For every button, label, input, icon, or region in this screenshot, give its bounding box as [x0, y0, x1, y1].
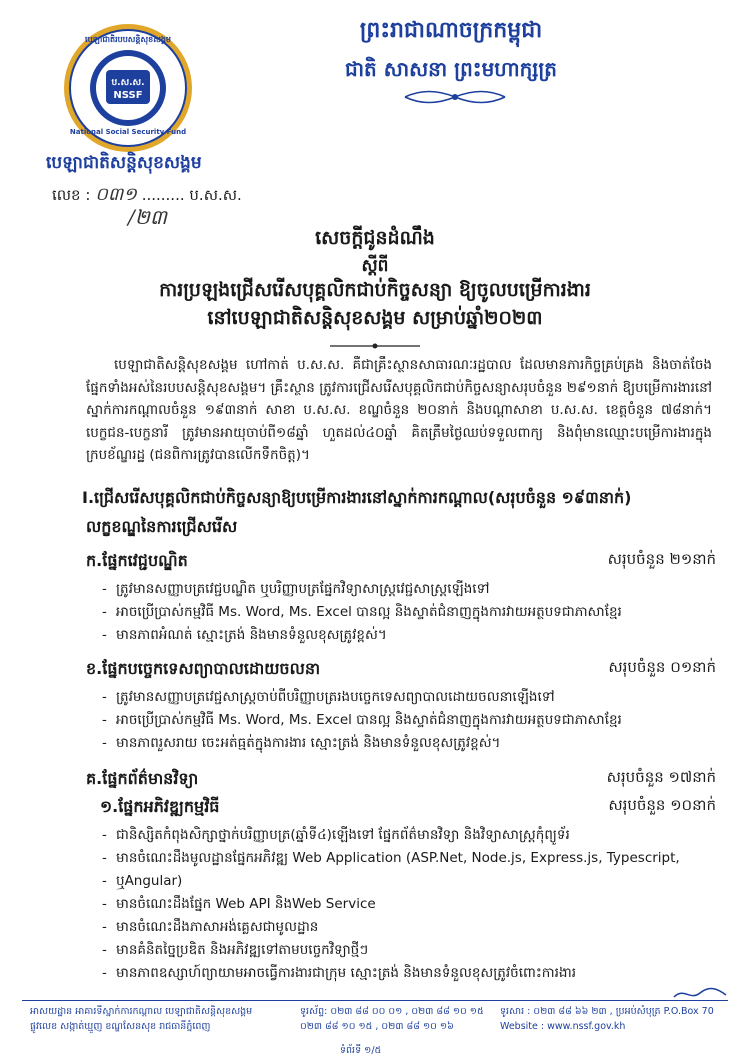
subcategory-software-dev [100, 796, 716, 820]
category-count: សរុបចំនួន ០១នាក់ [608, 658, 716, 676]
category-doctor-requirements [100, 578, 720, 647]
reference-suffix: ប.ស.ស. [189, 186, 242, 204]
category-physiotherapy [86, 658, 716, 682]
category-name: ខ.ផ្នែកបច្ចេកទេសព្យាបាលដោយចលនា [86, 659, 321, 678]
list-item: - អាចប្រើប្រាស់កម្មវិធី Ms. Word, Ms. Excel បានល្អ និងស្ទាត់ជំនាញក្នុងការវាយអត្ថបទជាភាសាខ្មែរ [100, 601, 720, 624]
list-item: - ឬAngular) [100, 870, 720, 893]
category-count: សរុបចំនួន ១៧នាក់ [606, 768, 716, 786]
logo-abbr-en: NSSF [113, 90, 143, 101]
list-item: - មានចំណេះដឹងផ្នែក Web API និងWeb Service [100, 893, 720, 916]
subcategory-software-dev-requirements [100, 824, 720, 985]
footer-website: Website : www.nssf.gov.kh [500, 1021, 626, 1032]
reference-number: លេខ : ០៣១ ......... ប.ស.ស. [52, 184, 242, 205]
flourish-ornament [400, 86, 510, 108]
footer-divider [22, 1000, 728, 1001]
category-count: សរុបចំនួន ២១នាក់ [607, 550, 716, 568]
footer-phones [300, 1004, 500, 1034]
list-item: - មានគំនិតច្នៃប្រឌិត និងអភិវឌ្ឍទៅតាមបច្ចេកវិទ្យាថ្មីៗ [100, 939, 720, 962]
reference-handwritten-number: ០៣១ [95, 184, 137, 205]
logo-abbr-kh: ប.ស.ស. [111, 78, 145, 88]
category-name: ក.ផ្នែកវេជ្ជបណ្ឌិត [86, 551, 188, 570]
doc-subject-line2: នៅបេឡាជាតិសន្តិសុខសង្គម សម្រាប់ឆ្នាំ២០២៣ [207, 307, 543, 329]
subcategory-count: សរុបចំនួន ១០នាក់ [608, 796, 716, 814]
list-item: - ត្រូវមានសញ្ញាបត្រវេជ្ជបណ្ឌិត ឬបរិញ្ញាបត្រផ្នែកវិទ្យាសាស្ត្រវេជ្ជសាស្ត្រឡើងទៅ [100, 578, 720, 601]
reference-label: លេខ : [52, 186, 91, 204]
title-separator [0, 340, 750, 352]
footer-phone-line1: ទូរស័ព្ទ: ០២៣ ៨៨ ០០ ០១ , ០២៣ ៨៨ ១០ ១៥ [300, 1006, 484, 1017]
category-physiotherapy-requirements [100, 686, 720, 755]
kingdom-header: ព្រះរាជាណាចក្រកម្ពុជា [359, 18, 543, 43]
logo-top-text: បេឡាជាតិរបបសន្តិសុខសង្គម [85, 35, 171, 44]
footer-contact [500, 1004, 728, 1034]
list-item: - មានភាពអំណត់ ស្មោះត្រង់ និងមានទំនួលខុសត្រូវខ្ពស់។ [100, 624, 720, 647]
list-item: - មានភាពឧស្សាហ៍ព្យាយាមអាចធ្វើការងារជាក្រុម ស្មោះត្រង់ និងមានទំនួលខុសត្រូវចំពោះការងារ [100, 962, 720, 985]
nssf-logo [62, 22, 194, 154]
subcategory-name: ១.ផ្នែកអភិវឌ្ឍកម្មវិធី [100, 797, 220, 816]
doc-subject-line1: ការប្រឡងជ្រើសរើសបុគ្គលិកជាប់កិច្ចសន្យា ឱ្យចូលបម្រើការងារ [159, 279, 591, 301]
category-name: គ.ផ្នែកព័ត៌មានវិទ្យា [86, 769, 199, 788]
national-motto: ជាតិ សាសនា ព្រះមហាក្សត្រ [345, 57, 557, 81]
doc-title: សេចក្តីជូនដំណឹង [315, 227, 435, 249]
org-name: បេឡាជាតិសន្តិសុខសង្គម [46, 153, 202, 173]
footer-fax: ទូរសារ : ០២៣ ៨៨ ៦៦ ២៣ , ប្រអប់សំបុត្រ P.O.Box 70 [500, 1006, 714, 1017]
intro-paragraph [86, 354, 712, 467]
list-item: - មានចំណេះដឹងមូលដ្ឋានផ្នែកអភិវឌ្ឍ Web Application (ASP.Net, Node.js, Express.js, Typescript, [100, 847, 720, 870]
list-item: - មានចំណេះដឹងភាសាអង់គ្លេសជាមូលដ្ឋាន [100, 916, 720, 939]
reference-year: /២៣ [128, 205, 167, 229]
footer-phone-line2: ០២៣ ៨៨ ១០ ១៥ , ០២៣ ៨៨ ១០ ១៦ [300, 1021, 454, 1032]
footer-address-line2: ផ្លូវលេខ សង្កាត់ឃ្មួញ ខណ្ឌសែនសុខ រាជធានីភ្នំពេញ [30, 1021, 211, 1032]
intro-text: បេឡាជាតិសន្តិសុខសង្គម ហៅកាត់ ប.ស.ស. គឺជាគ្រឹះស្ថានសាធារណៈរដ្ឋបាល ដែលមានភារកិច្ចគ្រប់គ្រង និងចាត់ចែងផ្នែកទាំងអស់នៃរបបសន្តិសុខសង្គម។ គ្រឹះស្ថាន ត្រូវការជ្រើសរើសបុគ្គលិកជាប់កិច្ចសន្យាសរុបចំនួន ២៩១នាក់ ឱ្យបម្រើការងារនៅស្នាក់ការកណ្តាលចំនួន ១៩៣នាក់ សាខា ប.ស.ស. ខណ្ឌចំនួន ២០នាក់ និងបណ្តាសាខា ប.ស.ស. ខេត្តចំនួន ៧៨នាក់។ បេក្ខជន-បេក្ខនារី ត្រូវមានអាយុចាប់ពី១៨ឆ្នាំ ហួតដល់៤០ឆ្នាំ គិតត្រឹមថ្ងៃឈប់ទទួលពាក្យ និងពុំមានឈ្មោះបម្រើការងារក្នុងក្របខ័ណ្ឌរដ្ឋ (ជនពិការត្រូវបានលើកទឹកចិត្ត)។ [86, 357, 712, 463]
page-number: ទំព័រទី ១/៥ [340, 1045, 382, 1056]
doc-title-about: ស្តីពី [361, 256, 389, 276]
list-item: - ជានិស្សិតកំពុងសិក្សាថ្នាក់បរិញ្ញាបត្រ(ឆ្នាំទី៤)ឡើងទៅ ផ្នែកព័ត៌មានវិទ្យា និងវិទ្យាសាស្ត្រកុំព្យូទ័រ [100, 824, 720, 847]
list-item: - មានភាពរួសរាយ ចេះអត់ធ្មត់ក្នុងការងារ ស្មោះត្រង់ និងមានទំនួលខុសត្រូវខ្ពស់។ [100, 732, 720, 755]
category-doctor [86, 550, 716, 574]
section-1-heading: I.ជ្រើសរើសបុគ្គលិកជាប់កិច្ចសន្យាឱ្យបម្រើការងារនៅស្នាក់ការកណ្តាល(សរុបចំនួន ១៩៣នាក់) [82, 488, 632, 507]
logo-ring-text: National Social Security Fund [69, 128, 187, 136]
category-it [86, 768, 716, 792]
list-item: - ត្រូវមានសញ្ញាបត្រវេជ្ជសាស្ត្រចាប់ពីបរិញ្ញាបត្ររងបច្ចេកទេសព្យាបាលដោយចលនាឡើងទៅ [100, 686, 720, 709]
footer-address-line1: អាសយដ្ឋាន អាគារទីស្នាក់ការកណ្តាល បេឡាជាតិសន្តិសុខសង្គម [30, 1006, 253, 1017]
criteria-heading: លក្ខខណ្ឌនៃការជ្រើសរើស [86, 517, 238, 536]
footer-address [30, 1004, 300, 1034]
list-item: - អាចប្រើប្រាស់កម្មវិធី Ms. Word, Ms. Excel បានល្អ និងស្ទាត់ជំនាញក្នុងការវាយអត្ថបទជាភាសាខ្មែរ [100, 709, 720, 732]
